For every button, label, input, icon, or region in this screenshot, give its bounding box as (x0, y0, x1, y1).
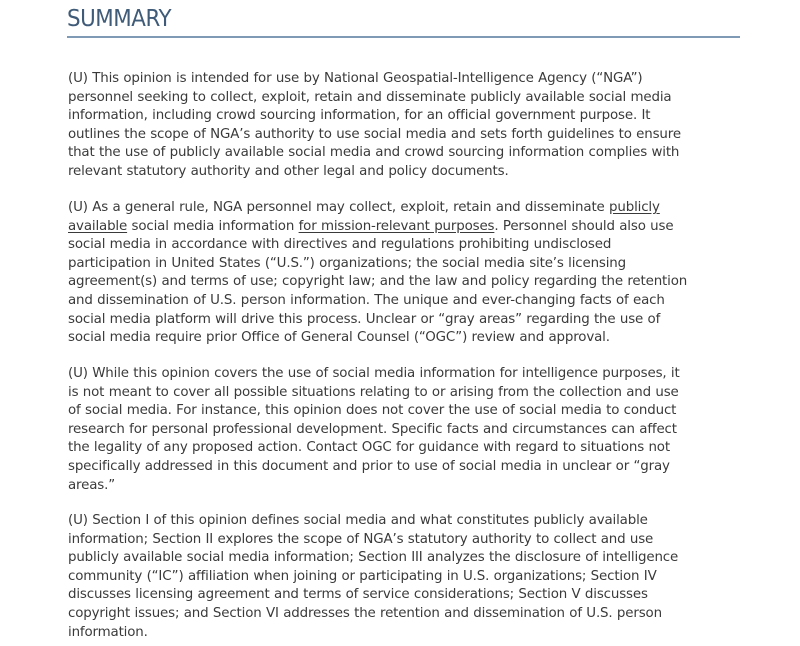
section-heading: SUMMARY (67, 6, 172, 32)
text-line: outlines the scope of NGA’s authority to use social media and sets forth guidelines to ensure (68, 126, 681, 142)
text-line: of social media. For instance, this opinion does not cover the use of social media to conduct (68, 403, 677, 419)
text-line: is not meant to cover all possible situations relating to or arising from the collection and use (68, 384, 679, 400)
text-line: areas.” (68, 477, 115, 493)
text-line: social media in accordance with directives and regulations prohibiting undisclosed (68, 237, 612, 253)
underlined-text: available (68, 218, 128, 234)
text-line: agreement(s) and terms of use; copyright law; and the law and policy regarding the retention (68, 274, 688, 290)
paragraph-scope (68, 365, 748, 495)
text-line: research for personal professional development. Specific facts and circumstances can affect (68, 421, 677, 437)
text-line: participation in United States (“U.S.”) organizations; the social media site’s licensing (68, 255, 626, 271)
text-line: and dissemination of U.S. person information. The unique and ever-changing facts of each (68, 292, 665, 308)
paragraph-general-rule (68, 199, 748, 348)
heading-rule (67, 36, 740, 38)
text-segment: . Personnel should also use (494, 218, 674, 234)
text-line: specifically addressed in this document and prior to use of social media in unclear or “gray (68, 458, 670, 474)
text-line: social media require prior Office of General Counsel (“OGC”) review and approval. (68, 330, 610, 346)
text-line: social media platform will drive this process. Unclear or “gray areas” regarding the use of (68, 311, 661, 327)
text-line: relevant statutory authority and other legal and policy documents. (68, 163, 509, 179)
text-line: (U) While this opinion covers the use of social media information for intelligence purposes, it (68, 366, 680, 381)
text-line: publicly available social media information; Section III analyzes the disclosure of intelligence (68, 550, 679, 566)
text-line: (U) This opinion is intended for use by National Geospatial-Intelligence Agency (“NGA”) (68, 71, 643, 86)
text-line (68, 199, 748, 218)
text-segment: (U) As a general rule, NGA personnel may collect, exploit, retain and disseminate (68, 200, 610, 215)
underlined-text: for mission-relevant purposes (298, 218, 495, 234)
underlined-text: publicly (609, 200, 660, 215)
text-line (68, 218, 748, 237)
text-line: that the use of publicly available social media and crowd sourcing information complies with (68, 145, 680, 161)
text-line: personnel seeking to collect, exploit, retain and disseminate publicly available social media (68, 89, 672, 105)
text-line: copyright issues; and Section VI addresses the retention and dissemination of U.S. person (68, 605, 662, 621)
paragraph-sections-overview (68, 512, 748, 642)
text-line: information, including crowd sourcing information, for an official government purpose. It (68, 108, 651, 124)
text-line: information; Section II explores the scope of NGA’s statutory authority to collect and use (68, 531, 654, 547)
text-line: the legality of any proposed action. Contact OGC for guidance with regard to situations not (68, 440, 670, 456)
text-line: community (“IC”) affiliation when joining or participating in U.S. organizations; Section IV (68, 568, 657, 584)
text-line: (U) Section I of this opinion defines social media and what constitutes publicly available (68, 513, 648, 528)
text-segment: social media information (127, 218, 299, 234)
text-line: discusses licensing agreement and terms of service considerations; Section V discusses (68, 587, 648, 603)
text-line: information. (68, 624, 148, 640)
paragraph-purpose (68, 70, 748, 182)
